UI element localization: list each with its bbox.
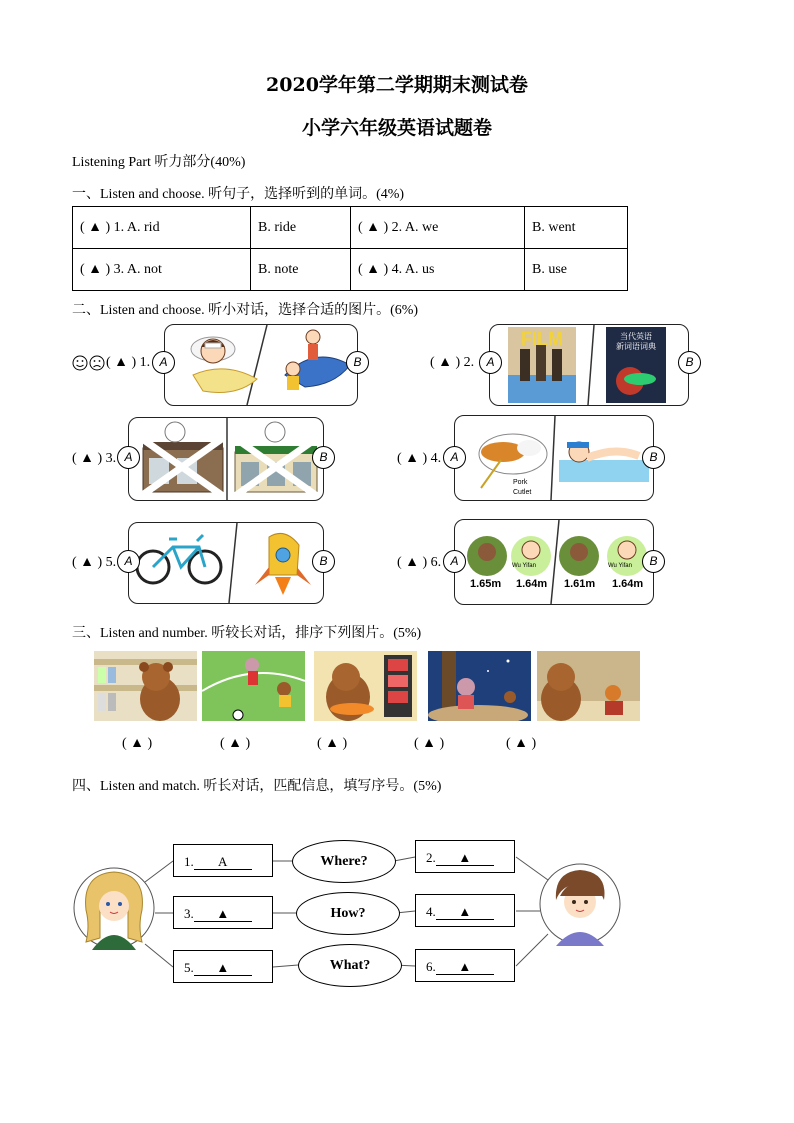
film-poster-title: FILM: [521, 329, 563, 349]
section-1-heading: 一、Listen and choose. 听句子，选择听到的单词。(4%): [72, 187, 405, 202]
option-b-circle: B: [642, 550, 665, 573]
section-3-heading: 三、Listen and number. 听较长对话，排序下列图片。(5%): [72, 626, 422, 641]
order-blank-3[interactable]: ( ▲ ): [317, 736, 348, 751]
boy-avatar: [538, 862, 622, 946]
table-cell: B. ride: [251, 207, 351, 249]
page-subtitle: 小学六年级英语试题卷: [301, 117, 492, 139]
answer-number: 4.: [426, 904, 436, 919]
table-cell: ( ▲ ) 3. A. not: [73, 249, 251, 291]
option-b-circle: B: [312, 446, 335, 469]
option-b-circle: B: [312, 550, 335, 573]
story-picture-3: [314, 651, 417, 721]
option-b-circle: B: [642, 446, 665, 469]
order-blank-4[interactable]: ( ▲ ): [414, 736, 445, 751]
option-b-circle: B: [346, 351, 369, 374]
question-2-5-label: ( ▲ ) 5.: [72, 555, 117, 570]
answer-blank[interactable]: ▲: [436, 960, 494, 975]
answer-number: 6.: [426, 959, 436, 974]
answer-number: 1.: [184, 854, 194, 869]
table-cell: ( ▲ ) 2. A. we: [351, 207, 525, 249]
question-2-6-images: [454, 519, 654, 605]
height-label: 1.61m: [564, 578, 596, 590]
section-1-table: [72, 206, 628, 291]
question-2-6-label: ( ▲ ) 6.: [397, 555, 442, 570]
option-a-circle: A: [152, 351, 175, 374]
film-poster-and-dictionary-illustration: [490, 325, 688, 405]
option-a-circle: A: [443, 550, 466, 573]
sick-girl-and-sliding-kids-illustration: [165, 325, 357, 405]
svg-text:当代英语: 当代英语: [620, 332, 652, 341]
story-picture-1: [94, 651, 197, 721]
question-oval-where: Where?: [292, 840, 396, 883]
section-2-heading: 二、Listen and choose. 听小对话，选择合适的图片。(6%): [72, 303, 419, 318]
table-cell: B. use: [525, 249, 628, 291]
table-cell: ( ▲ ) 4. A. us: [351, 249, 525, 291]
option-a-circle: A: [479, 351, 502, 374]
height-label: 1.64m: [516, 578, 548, 590]
pork-cutlet-and-swimmer-illustration: [455, 416, 653, 500]
table-row: [73, 249, 628, 291]
table-cell: B. note: [251, 249, 351, 291]
question-2-1-images: [164, 324, 358, 406]
smiley-faces-icon: [72, 354, 106, 376]
answer-blank[interactable]: ▲: [194, 907, 252, 922]
order-blank-5[interactable]: ( ▲ ): [506, 736, 537, 751]
table-cell: ( ▲ ) 1. A. rid: [73, 207, 251, 249]
crossed-out-buildings-illustration: [129, 418, 323, 500]
night-scene-illustration: [428, 651, 531, 721]
story-picture-2: [202, 651, 305, 721]
kid-name-label: Wu Yifan: [512, 563, 536, 569]
question-2-5-images: [128, 522, 324, 604]
answer-blank[interactable]: ▲: [194, 961, 252, 976]
answer-box-4[interactable]: [415, 894, 515, 927]
bear-and-friend-illustration: [537, 651, 640, 721]
svg-text:新词语词典: 新词语词典: [616, 342, 656, 351]
table-row: [73, 207, 628, 249]
question-2-4-label: ( ▲ ) 4.: [397, 451, 442, 466]
story-picture-5: [537, 651, 640, 721]
story-picture-4: [428, 651, 531, 721]
answer-blank[interactable]: A: [194, 855, 252, 870]
answer-blank[interactable]: ▲: [436, 851, 494, 866]
listening-part-label: Listening Part 听力部分(40%): [72, 155, 246, 170]
kids-heights-illustration: [455, 520, 653, 604]
answer-number: 5.: [184, 960, 194, 975]
question-2-3-label: ( ▲ ) 3.: [72, 451, 117, 466]
bicycle-and-rocket-illustration: [129, 523, 323, 603]
question-oval-what: What?: [298, 944, 402, 987]
answer-number: 2.: [426, 850, 436, 865]
girl-avatar: [72, 866, 156, 950]
option-b-circle: B: [678, 351, 701, 374]
answer-box-5[interactable]: [173, 950, 273, 983]
animals-playing-football-illustration: [202, 651, 305, 721]
option-a-circle: A: [117, 446, 140, 469]
svg-text:Cutlet: Cutlet: [513, 489, 532, 496]
question-2-2-label: ( ▲ ) 2.: [430, 355, 475, 370]
kid-name-label: Wu Yifan: [608, 563, 632, 569]
page-title: 2020学年第二学期期末测试卷: [266, 74, 528, 96]
height-label: 1.64m: [612, 578, 644, 590]
question-2-4-images: [454, 415, 654, 501]
order-blank-2[interactable]: ( ▲ ): [220, 736, 251, 751]
question-2-3-images: [128, 417, 324, 501]
table-cell: B. went: [525, 207, 628, 249]
answer-box-1[interactable]: [173, 844, 273, 877]
svg-text:Pork: Pork: [513, 479, 528, 486]
answer-box-2[interactable]: [415, 840, 515, 873]
answer-blank[interactable]: ▲: [436, 905, 494, 920]
order-blank-1[interactable]: ( ▲ ): [122, 736, 153, 751]
height-label: 1.65m: [470, 578, 502, 590]
question-oval-how: How?: [296, 892, 400, 935]
answer-box-6[interactable]: [415, 949, 515, 982]
question-2-2-images: [489, 324, 689, 406]
option-a-circle: A: [117, 550, 140, 573]
bear-in-store-illustration: [94, 651, 197, 721]
option-a-circle: A: [443, 446, 466, 469]
answer-box-3[interactable]: [173, 896, 273, 929]
answer-number: 3.: [184, 906, 194, 921]
question-2-1-label: ( ▲ ) 1.: [106, 355, 151, 370]
section-4-heading: 四、Listen and match. 听长对话，匹配信息，填写序号。(5%): [72, 779, 442, 794]
bear-with-food-illustration: [314, 651, 417, 721]
